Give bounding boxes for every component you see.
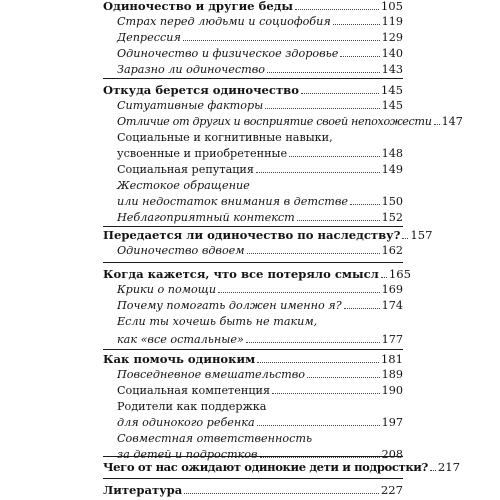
toc-entry[interactable] xyxy=(103,282,403,298)
toc-entry-title: за детей и подростков xyxy=(117,448,258,461)
leader-dots xyxy=(297,220,380,221)
leader-dots xyxy=(289,156,380,157)
toc-heading[interactable] xyxy=(103,482,403,498)
leader-dots xyxy=(247,253,380,254)
leader-dots xyxy=(246,342,380,343)
toc-section xyxy=(103,459,461,475)
toc-entry[interactable] xyxy=(103,243,403,259)
toc-page-number: 129 xyxy=(381,31,403,44)
leader-dots xyxy=(344,308,380,309)
toc-entry[interactable] xyxy=(103,14,403,30)
leader-dots xyxy=(402,238,408,239)
toc-page-number: 119 xyxy=(381,15,403,28)
leader-dots xyxy=(381,277,387,278)
toc-entry-title: Отличие от других и восприятие своей непохожести xyxy=(117,115,432,128)
toc-entry-title: для одинокого ребенка xyxy=(117,416,255,429)
toc-entry[interactable] xyxy=(103,130,403,146)
leader-dots xyxy=(340,56,379,57)
leader-dots xyxy=(184,493,379,494)
leader-dots xyxy=(434,124,440,125)
toc-page-number: 169 xyxy=(381,283,403,296)
toc-entry-title: Ситуативные факторы xyxy=(117,99,264,112)
toc-page-number: 208 xyxy=(381,448,403,461)
leader-dots xyxy=(218,292,380,293)
toc-page-number: 197 xyxy=(381,416,403,429)
section-divider xyxy=(103,349,403,350)
toc-page-number: 145 xyxy=(380,83,403,97)
section-divider xyxy=(103,78,403,79)
toc-page-number: 105 xyxy=(380,0,403,13)
toc-entry-title: Почему помогать должен именно я? xyxy=(117,299,342,312)
toc-entry-title: Социальные и когнитивные навыки, xyxy=(117,131,333,144)
toc-page-number: 149 xyxy=(381,163,403,176)
section-divider xyxy=(103,456,403,457)
section-divider xyxy=(103,478,403,479)
toc-heading-title: Передается ли одиночество по наследству? xyxy=(103,228,401,242)
toc-heading-title: Когда кажется, что все потеряло смысл xyxy=(103,267,379,281)
toc-entry-title: Страх перед людьми и социофобия xyxy=(117,15,331,28)
leader-dots xyxy=(267,72,380,73)
leader-dots xyxy=(257,362,379,363)
leader-dots xyxy=(272,393,380,394)
section-divider xyxy=(103,262,403,263)
toc-entry-title: Повседневное вмешательство xyxy=(117,368,306,381)
toc-entry[interactable] xyxy=(103,114,463,130)
toc-section xyxy=(103,0,403,78)
toc-entry-title: Депрессия xyxy=(117,31,181,44)
toc-entry[interactable] xyxy=(103,383,403,399)
toc-entry-title: Совместная ответственность xyxy=(117,432,313,445)
toc-page-number: 145 xyxy=(381,99,403,112)
leader-dots xyxy=(256,172,380,173)
toc-section xyxy=(103,82,463,226)
leader-dots xyxy=(430,470,436,471)
toc-entry[interactable] xyxy=(103,431,403,447)
toc-entry[interactable] xyxy=(103,62,403,78)
toc-entry[interactable] xyxy=(103,298,403,314)
leader-dots xyxy=(295,9,379,10)
toc-entry-title: или недостаток внимания в детстве xyxy=(117,195,348,208)
toc-page-number: 147 xyxy=(441,115,463,128)
toc-entry-title: Неблагоприятный контекст xyxy=(117,211,295,224)
toc-page-number: 152 xyxy=(381,211,403,224)
leader-dots xyxy=(301,93,379,94)
toc-entry[interactable] xyxy=(103,194,403,210)
toc-entry[interactable] xyxy=(103,330,403,350)
toc-section xyxy=(103,266,411,350)
toc-entry-title: Родители как поддержка xyxy=(117,400,267,413)
toc-page-number: 165 xyxy=(388,267,411,281)
toc-heading[interactable] xyxy=(103,82,403,98)
toc-page-number: 190 xyxy=(381,384,403,397)
toc-entry-title: как «все остальные» xyxy=(117,333,244,346)
leader-dots xyxy=(257,425,380,426)
toc-heading[interactable] xyxy=(103,351,403,367)
toc-page-number: 143 xyxy=(381,63,403,76)
toc-entry[interactable] xyxy=(103,98,403,114)
toc-entry-title: Одиночество и физическое здоровье xyxy=(117,47,339,60)
leader-dots xyxy=(265,108,379,109)
toc-heading-title: Литература xyxy=(103,483,183,497)
toc-heading-title: Как помочь одиноким xyxy=(103,352,256,366)
toc-section xyxy=(103,482,403,498)
toc-page-number: 140 xyxy=(381,47,403,60)
toc-page-number: 181 xyxy=(380,352,403,366)
toc-entry-title: Социальная репутация xyxy=(117,163,254,176)
toc-entry[interactable] xyxy=(103,146,403,162)
leader-dots xyxy=(350,204,380,205)
toc-entry[interactable] xyxy=(103,162,403,178)
toc-heading-title: Одиночество и другие беды xyxy=(103,0,294,13)
toc-entry-title: Социальная компетенция xyxy=(117,384,271,397)
toc-entry-title: усвоенные и приобретенные xyxy=(117,147,288,160)
toc-page-number: 177 xyxy=(381,333,403,346)
toc-heading[interactable] xyxy=(103,0,403,14)
toc-entry[interactable] xyxy=(103,210,403,226)
toc-entry-title: Крики о помощи xyxy=(117,283,217,296)
toc-page-number: 162 xyxy=(381,244,403,257)
toc-heading-title: Откуда берется одиночество xyxy=(103,83,299,97)
toc-page-number: 174 xyxy=(381,299,403,312)
toc-page-number: 217 xyxy=(437,460,461,474)
toc-section xyxy=(103,351,403,463)
toc-entry-title: Заразно ли одиночество xyxy=(117,63,265,76)
toc-entry[interactable] xyxy=(103,314,403,330)
toc-entry-title: Если ты хочешь быть не таким, xyxy=(117,315,318,328)
toc-entry-title: Одиночество вдвоем xyxy=(117,244,245,257)
leader-dots xyxy=(183,40,380,41)
toc-page-number: 157 xyxy=(410,228,433,242)
toc-entry[interactable] xyxy=(103,178,403,194)
toc-entry[interactable] xyxy=(103,367,403,383)
leader-dots xyxy=(260,457,380,458)
toc-page-number: 150 xyxy=(381,195,403,208)
toc-heading[interactable] xyxy=(103,266,411,282)
leader-dots xyxy=(333,24,380,25)
toc-heading[interactable] xyxy=(103,459,461,475)
toc-page-number: 227 xyxy=(380,483,403,497)
toc-entry[interactable] xyxy=(103,415,403,431)
toc-entry[interactable] xyxy=(103,399,403,415)
toc-heading[interactable] xyxy=(103,227,433,243)
toc-entry[interactable] xyxy=(103,46,403,62)
toc-page-number: 148 xyxy=(381,147,403,160)
toc-entry[interactable] xyxy=(103,30,403,46)
toc-page-number: 189 xyxy=(381,368,403,381)
toc-entry-title: Жестокое обращение xyxy=(117,179,250,192)
toc-section xyxy=(103,227,433,259)
toc-heading-title: Чего от нас ожидают одинокие дети и подростки? xyxy=(103,460,428,474)
leader-dots xyxy=(307,377,380,378)
